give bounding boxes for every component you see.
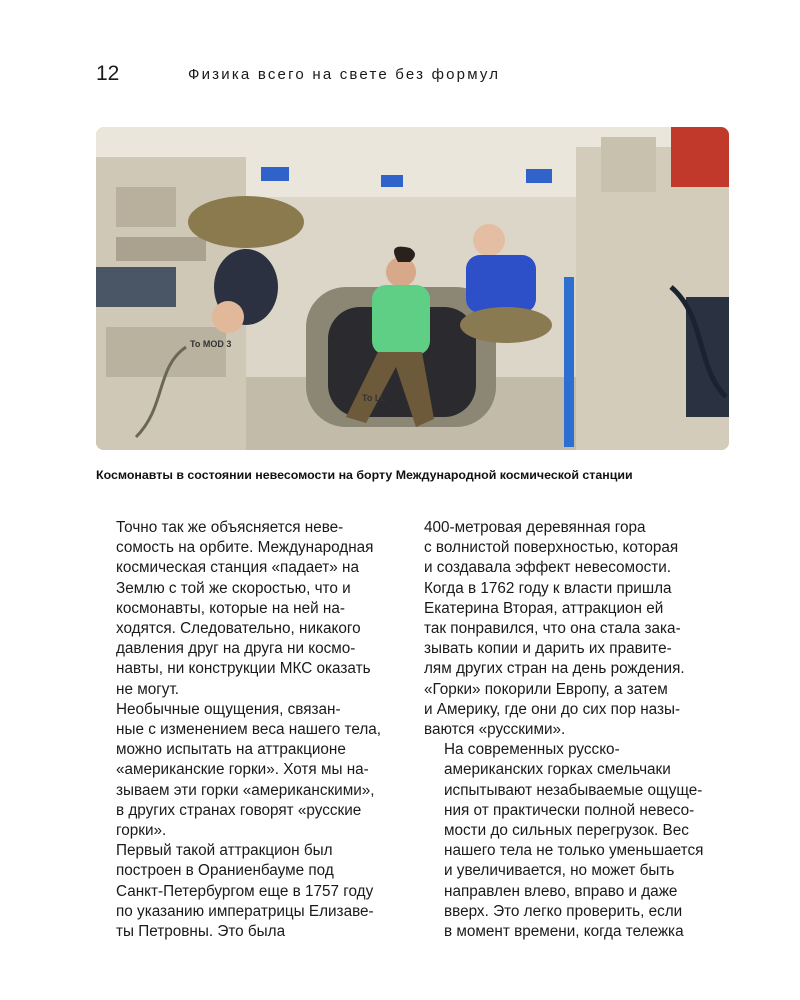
text-line: американских горках смельчаки (444, 761, 671, 779)
text-line: ния от практически полной невесо- (444, 801, 695, 819)
paragraph (96, 518, 416, 700)
running-title: Физика всего на свете без формул (188, 66, 501, 83)
text-line: испытывают незабываемые ощуще- (444, 781, 703, 799)
text-line: и Америку, где они до сих пор назы- (424, 700, 681, 718)
text-line: построен в Ораниенбауме под (116, 862, 334, 880)
text-line: ты Петровны. Это была (116, 923, 286, 941)
text-line: так понравился, что она стала зака- (424, 620, 681, 638)
text-line: вверх. Это легко проверить, если (444, 902, 683, 920)
text-line: мости до сильных перегрузок. Вес (444, 822, 689, 840)
text-line: ваются «русскими». (424, 721, 566, 739)
text-line: космонавты, которые на ней на- (116, 599, 345, 617)
text-line: Санкт-Петербургом еще в 1757 году (116, 882, 374, 900)
text-line: нашего тела не только уменьшается (444, 842, 704, 860)
text-line: можно испытать на аттракционе (116, 741, 346, 759)
paragraph (424, 740, 746, 942)
text-line: Необычные ощущения, связан- (116, 700, 341, 718)
text-line: Первый такой аттракцион был (116, 842, 333, 860)
paragraph (424, 518, 746, 740)
text-line: 400-метровая деревянная гора (424, 519, 646, 536)
text-line: На современных русско- (444, 741, 620, 759)
iss-crew-photo (96, 127, 729, 450)
paragraph (96, 841, 416, 942)
module-label-center: To LL (362, 393, 386, 403)
text-line: «американские горки». Хотя мы на- (116, 761, 369, 779)
text-line: в других странах говорят «русские (116, 801, 362, 819)
text-line: сомость на орбите. Международная (116, 539, 374, 557)
text-line: и увеличивается, но может быть (444, 862, 675, 880)
module-label-left: To MOD 3 (190, 339, 232, 349)
text-line: с волнистой поверхностью, которая (424, 539, 679, 557)
page-number: 12 (96, 62, 120, 85)
text-line: по указанию императрицы Елизаве- (116, 902, 374, 920)
text-line: горки». (116, 822, 167, 840)
text-line: ные с изменением веса нашего тела, (116, 721, 382, 739)
paragraph (96, 700, 416, 841)
body-column-right (424, 518, 746, 942)
text-line: космическая станция «падает» на (116, 559, 360, 577)
text-line: и создавала эффект невесомости. (424, 559, 672, 577)
text-line: ходятся. Следовательно, никакого (116, 620, 361, 638)
text-line: «Горки» покорили Европу, а затем (424, 680, 668, 698)
text-line: Землю с той же скоростью, что и (116, 579, 351, 597)
text-line: Точно так же объясняется неве- (116, 519, 344, 536)
text-line: навты, ни конструкции МКС оказать (116, 660, 371, 678)
text-line: давления друг на друга ни космо- (116, 640, 356, 658)
text-line: Екатерина Вторая, аттракцион ей (424, 599, 664, 617)
text-line: зываем эти горки «американскими», (116, 781, 375, 799)
text-line: зывать копии и дарить их правите- (424, 640, 672, 658)
text-line: лям других стран на день рождения. (424, 660, 685, 678)
text-line: направлен влево, вправо и даже (444, 882, 678, 900)
text-line: Когда в 1762 году к власти пришла (424, 579, 672, 597)
text-line: не могут. (116, 680, 180, 698)
figure-caption: Космонавты в состоянии невесомости на борту Международной космической станции (96, 468, 633, 482)
body-column-left (96, 518, 416, 942)
text-line: в момент времени, когда тележка (444, 923, 684, 941)
